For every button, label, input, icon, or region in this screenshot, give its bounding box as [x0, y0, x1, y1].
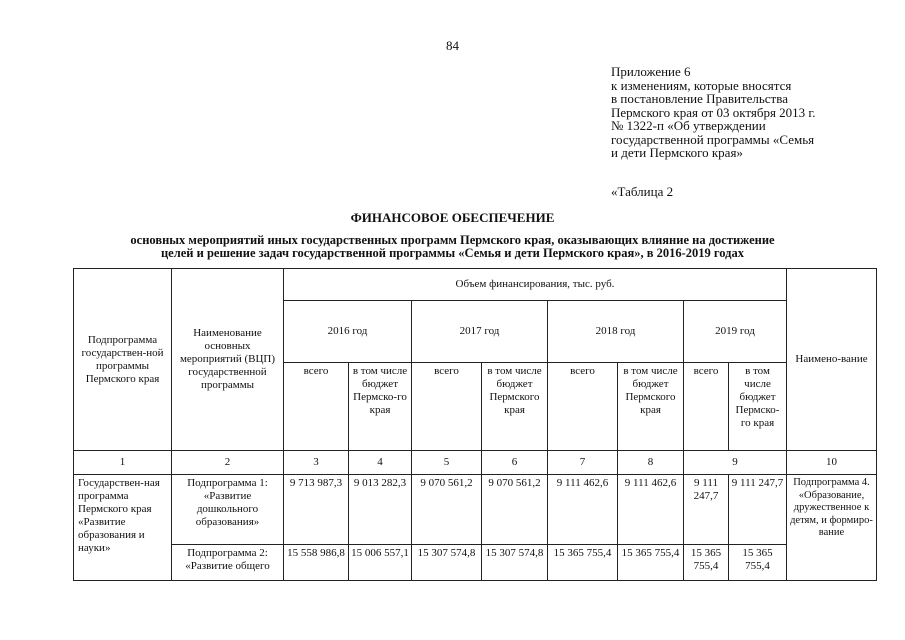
value-cell: 9 713 987,3	[284, 475, 349, 545]
value-cell: 9 111 247,7	[684, 475, 729, 545]
value-cell: 9 070 561,2	[482, 475, 548, 545]
appendix-line: № 1322-п «Об утверждении	[611, 118, 766, 133]
column-number: 6	[482, 451, 548, 475]
column-number: 2	[172, 451, 284, 475]
program-cell: Государствен-ная программа Пермского края «Развитие образования и науки»	[74, 475, 172, 581]
header-year-2017: 2017 год	[412, 301, 548, 363]
header-incl-budget: в том числе бюджет Пермского края	[482, 363, 548, 451]
value-cell: 9 111 462,6	[548, 475, 618, 545]
column-number: 10	[787, 451, 877, 475]
column-number: 7	[548, 451, 618, 475]
header-activity-name: Наименование основных мероприятий (ВЦП) государственной программы	[172, 269, 284, 451]
value-cell: 15 365 755,4	[548, 545, 618, 581]
header-program: Подпрограмма государствен-ной программы Пермского края	[74, 269, 172, 451]
header-financing-volume: Объем финансирования, тыс. руб.	[284, 269, 787, 301]
header-name: Наимено-вание	[787, 269, 877, 451]
value-cell: 15 558 986,8	[284, 545, 349, 581]
header-total: всего	[548, 363, 618, 451]
appendix-line: Приложение 6	[611, 64, 691, 79]
header-total: всего	[284, 363, 349, 451]
subtitle-line: целей и решение задач государственной программы «Семья и дети Пермского края», в 2016-2019 годах	[160, 246, 744, 260]
document-title: ФИНАНСОВОЕ ОБЕСПЕЧЕНИЕ	[350, 210, 555, 225]
value-cell: 9 111 247,7	[729, 475, 787, 545]
header-total: всего	[684, 363, 729, 451]
value-cell: 9 111 462,6	[618, 475, 684, 545]
column-number: 1	[74, 451, 172, 475]
header-total: всего	[412, 363, 482, 451]
column-number: 5	[412, 451, 482, 475]
value-cell: 9 070 561,2	[412, 475, 482, 545]
subprogram-name-cell: Подпрограмма 4. «Образование, дружественное к детям, и формиро-вание	[787, 475, 877, 581]
value-cell: 15 365 755,4	[729, 545, 787, 581]
value-cell: 15 307 574,8	[412, 545, 482, 581]
header-year-2016: 2016 год	[284, 301, 412, 363]
document-subtitle	[60, 234, 845, 260]
value-cell: 15 365 755,4	[618, 545, 684, 581]
header-year-2018: 2018 год	[548, 301, 684, 363]
column-number: 4	[349, 451, 412, 475]
appendix-line: Пермского края от 03 октября 2013 г.	[611, 104, 816, 120]
value-cell: 15 307 574,8	[482, 545, 548, 581]
activity-name-cell: Подпрограмма 2: «Развитие общего	[172, 545, 284, 581]
appendix-line: к изменениям, которые вносятся	[611, 77, 792, 93]
header-incl-budget: в том числе бюджет Пермско-го края	[729, 363, 787, 451]
financing-table	[73, 268, 877, 581]
value-cell: 15 365 755,4	[684, 545, 729, 581]
value-cell: 9 013 282,3	[349, 475, 412, 545]
appendix-note	[611, 65, 816, 160]
appendix-line: и дети Пермского края»	[611, 145, 743, 160]
activity-name-cell: Подпрограмма 1: «Развитие дошкольного образования»	[172, 475, 284, 545]
column-number: 8	[618, 451, 684, 475]
header-year-2019: 2019 год	[684, 301, 787, 363]
column-number: 3	[284, 451, 349, 475]
appendix-line: государственной программы «Семья	[611, 131, 815, 147]
header-incl-budget: в том числе бюджет Пермско-го края	[349, 363, 412, 451]
value-cell: 15 006 557,1	[349, 545, 412, 581]
subtitle-line: основных мероприятий иных государственных программ Пермского края, оказывающих влияние на достижение	[130, 233, 775, 247]
column-number: 9	[684, 451, 787, 475]
appendix-line: в постановление Правительства	[611, 91, 788, 106]
table-label: «Таблица 2	[611, 184, 674, 199]
page-number: 84	[446, 38, 459, 53]
header-incl-budget: в том числе бюджет Пермского края	[618, 363, 684, 451]
